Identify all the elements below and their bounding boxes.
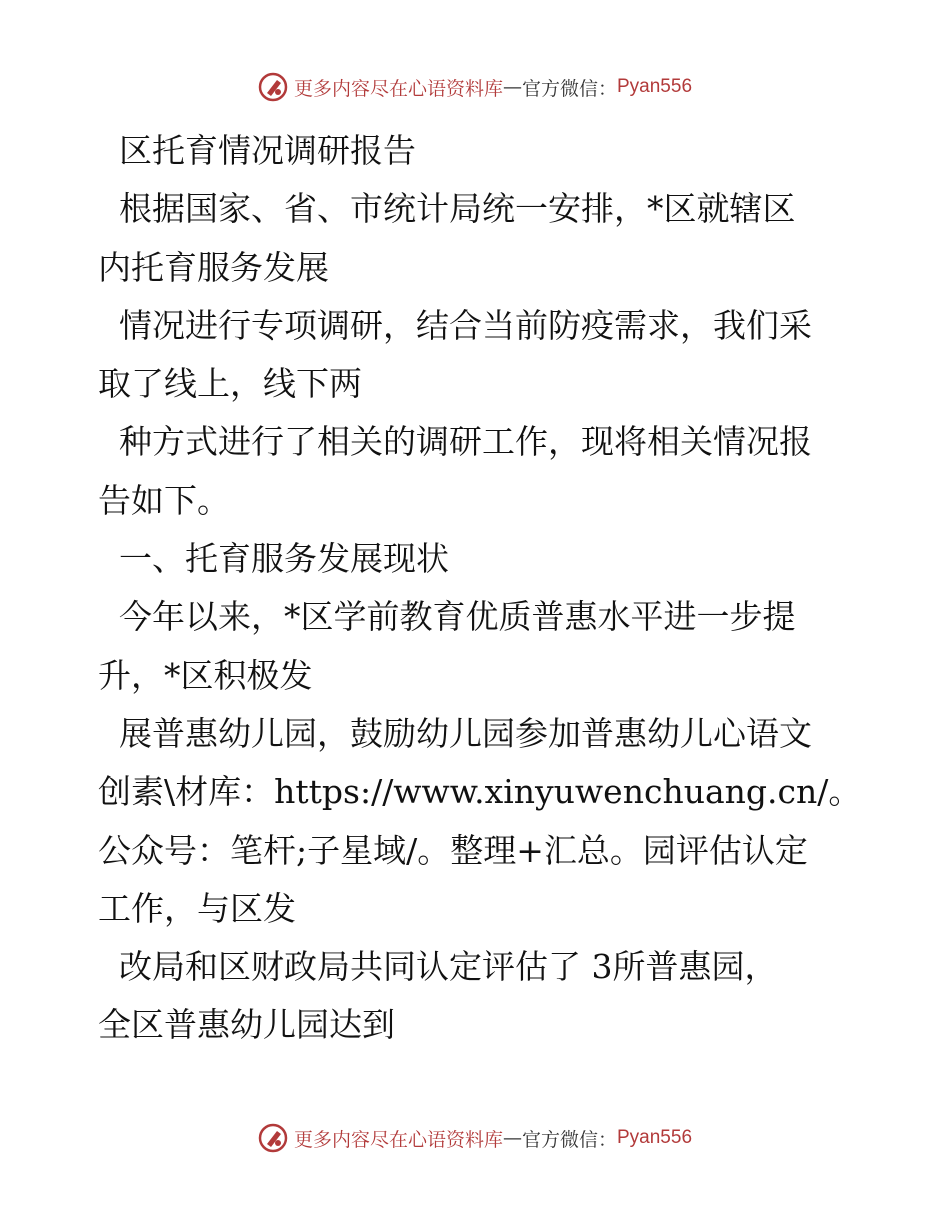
banner-label: 官方微信： bbox=[521, 77, 617, 100]
document-body bbox=[98, 122, 862, 1055]
page-header-banner bbox=[0, 72, 950, 102]
text-line: 创素\材库：https://www.xinyuwenchuang.cn/。 bbox=[98, 772, 862, 812]
text-line: 全区普惠幼儿园达到 bbox=[98, 1005, 395, 1045]
text-line: 工作，与区发 bbox=[98, 888, 296, 928]
banner-separator: — bbox=[502, 1127, 522, 1149]
section-heading: 一、托育服务发展现状 bbox=[98, 539, 449, 579]
text-line: 升，*区积极发 bbox=[98, 655, 313, 695]
pen-logo-icon bbox=[258, 1123, 288, 1153]
banner-separator: — bbox=[502, 76, 522, 98]
text-line: 取了线上，线下两 bbox=[98, 364, 362, 404]
text-line: 告如下。 bbox=[98, 480, 230, 520]
banner-wechat-id: Pyan556 bbox=[617, 76, 693, 97]
banner-text: 更多内容尽在心语资料库 bbox=[293, 77, 503, 100]
text-line: 公众号：笔杆;子星域/。整理+汇总。园评估认定 bbox=[98, 830, 808, 870]
text-line: 种方式进行了相关的调研工作，现将相关情况报 bbox=[98, 422, 812, 462]
banner-wechat-id: Pyan556 bbox=[617, 1127, 693, 1148]
pen-logo-icon bbox=[258, 72, 288, 102]
banner-text: 更多内容尽在心语资料库 bbox=[293, 1128, 503, 1151]
banner-label: 官方微信： bbox=[521, 1128, 617, 1151]
text-line: 根据国家、省、市统计局统一安排，*区就辖区 bbox=[98, 189, 796, 229]
text-line: 展普惠幼儿园，鼓励幼儿园参加普惠幼儿心语文 bbox=[98, 713, 812, 753]
text-line: 内托育服务发展 bbox=[98, 247, 329, 287]
doc-title: 区托育情况调研报告 bbox=[98, 131, 416, 170]
text-line: 改局和区财政局共同认定评估了 3所普惠园， bbox=[98, 947, 778, 987]
text-line: 今年以来，*区学前教育优质普惠水平进一步提 bbox=[98, 597, 796, 637]
text-line: 情况进行专项调研，结合当前防疫需求，我们采 bbox=[98, 305, 812, 345]
page-footer-banner bbox=[0, 1123, 950, 1153]
